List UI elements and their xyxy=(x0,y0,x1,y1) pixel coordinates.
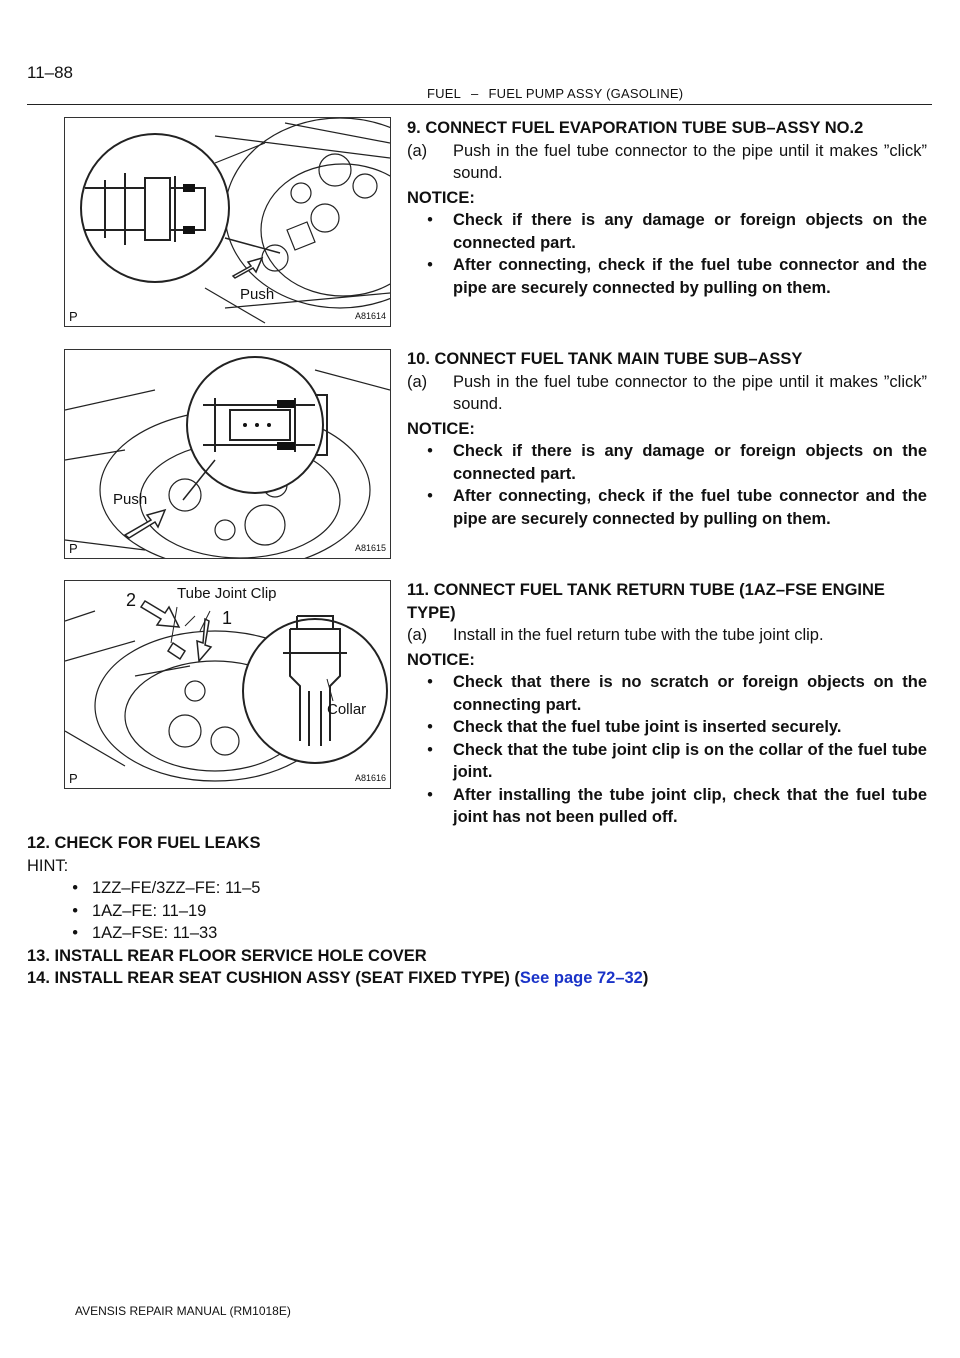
sub-text: Install in the fuel return tube with the tube joint clip. xyxy=(453,626,824,644)
figure-id: A81614 xyxy=(354,311,386,321)
step-number-2: 2 xyxy=(125,590,136,610)
notice-label: NOTICE: xyxy=(407,188,475,207)
bullet-dot: • xyxy=(427,256,433,274)
bullet-dot: • xyxy=(427,211,433,229)
step-10 xyxy=(407,348,927,530)
notice-item: Check if there is any damage or foreign objects on the connected part. xyxy=(453,211,927,252)
subsection-name: FUEL PUMP ASSY (GASOLINE) xyxy=(488,86,684,101)
p-mark: P xyxy=(69,309,78,324)
step-9 xyxy=(407,117,927,299)
section-separator: – xyxy=(471,86,479,101)
push-label: Push xyxy=(240,286,275,303)
figure-main-tube xyxy=(64,349,391,559)
step-11-title: 11. CONNECT FUEL TANK RETURN TUBE (1AZ–FSE ENGINE TYPE) xyxy=(407,581,885,622)
bullet-dot: • xyxy=(427,740,433,759)
collar-label: Collar xyxy=(327,701,367,718)
step-12-title: 12. CHECK FOR FUEL LEAKS xyxy=(27,834,261,852)
hint-item: 1AZ–FSE: 11–33 xyxy=(92,924,218,942)
notice-item: Check that the fuel tube joint is inserted securely. xyxy=(453,718,842,736)
notice-item: After connecting, check if the fuel tube connector and the pipe are securely connected by pulling on them. xyxy=(453,256,927,297)
push-label: Push xyxy=(113,491,148,508)
step-14-text: 14. INSTALL REAR SEAT CUSHION ASSY (SEAT FIXED TYPE) ( xyxy=(27,969,520,987)
step-number-1: 1 xyxy=(221,608,232,628)
notice-item: After connecting, check if the fuel tube connector and the pipe are securely connected by pulling on them. xyxy=(453,487,927,528)
bullet-dot: • xyxy=(427,442,433,460)
tube-joint-clip-label: Tube Joint Clip xyxy=(177,585,277,602)
p-mark: P xyxy=(69,771,78,786)
sub-label: (a) xyxy=(407,141,428,160)
sub-text: Push in the fuel tube connector to the pipe until it makes ”click” sound. xyxy=(453,372,927,413)
page-number: 11–88 xyxy=(27,63,74,82)
p-mark: P xyxy=(69,541,78,556)
step-14-title xyxy=(27,967,927,990)
sub-label: (a) xyxy=(407,372,428,391)
sub-label: (a) xyxy=(407,626,428,644)
sub-text: Push in the fuel tube connector to the pipe until it makes ”click” sound. xyxy=(453,141,927,182)
notice-item: Check that the tube joint clip is on the collar of the fuel tube joint. xyxy=(453,740,927,781)
step-11 xyxy=(407,579,927,829)
fuel-pump-illustration-2 xyxy=(65,350,390,558)
bullet-dot: • xyxy=(427,785,433,804)
step-10-title: 10. CONNECT FUEL TANK MAIN TUBE SUB–ASSY xyxy=(407,350,803,368)
bullet-dot: • xyxy=(427,718,433,736)
figure-evap-tube xyxy=(64,117,391,327)
notice-label: NOTICE: xyxy=(407,650,475,669)
footer-manual-title: AVENSIS REPAIR MANUAL (RM1018E) xyxy=(75,1304,291,1318)
figure-return-tube xyxy=(64,580,391,789)
notice-item: Check if there is any damage or foreign objects on the connected part. xyxy=(453,442,927,483)
section-header xyxy=(427,86,683,101)
see-page-link[interactable]: See page 72–32 xyxy=(519,969,643,987)
bullet-dot: • xyxy=(427,487,433,505)
notice-item: Check that there is no scratch or foreign objects on the connecting part. xyxy=(453,673,927,714)
hint-label: HINT: xyxy=(27,856,69,875)
section-name: FUEL xyxy=(427,86,462,101)
hint-item: 1AZ–FE: 11–19 xyxy=(92,901,207,920)
notice-label: NOTICE: xyxy=(407,419,475,438)
step-13-title: 13. INSTALL REAR FLOOR SERVICE HOLE COVER xyxy=(27,946,427,965)
bullet-dot: • xyxy=(72,879,78,897)
hint-item: 1ZZ–FE/3ZZ–FE: 11–5 xyxy=(92,879,261,897)
header-rule xyxy=(27,104,932,105)
step-9-title: 9. CONNECT FUEL EVAPORATION TUBE SUB–ASSY NO.2 xyxy=(407,119,864,137)
step-14-close: ) xyxy=(642,969,649,987)
bullet-dot: • xyxy=(72,924,78,942)
figure-id: A81615 xyxy=(354,543,386,553)
bullet-dot: • xyxy=(72,901,78,920)
figure-id: A81616 xyxy=(354,773,386,783)
notice-item: After installing the tube joint clip, check that the fuel tube joint has not been pulled off. xyxy=(453,785,927,826)
steps-12-14 xyxy=(27,832,927,990)
bullet-dot: • xyxy=(427,673,433,691)
fuel-pump-illustration-1 xyxy=(65,118,390,326)
